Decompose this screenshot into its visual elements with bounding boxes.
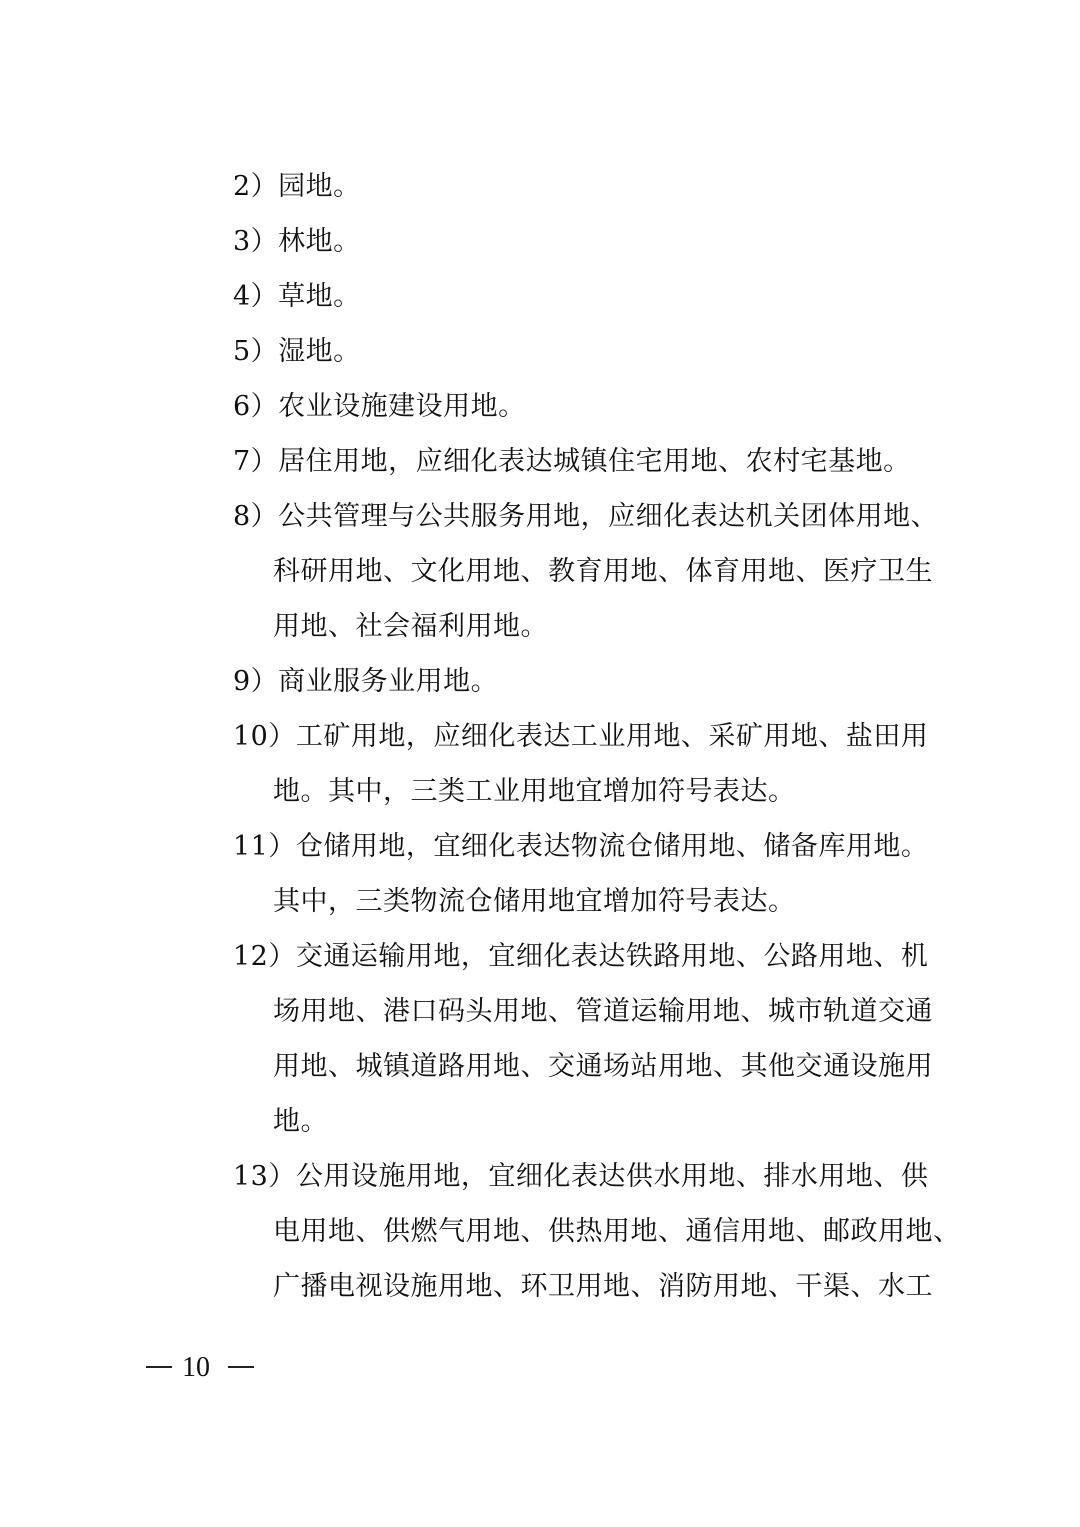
list-item-13-continuation: 电用地、供燃气用地、供热用地、通信用地、邮政用地、 [273,1216,961,1247]
list-item-13-continuation: 广播电视设施用地、环卫用地、消防用地、干渠、水工 [273,1271,933,1302]
list-item-8: 8）公共管理与公共服务用地，应细化表达机关团体用地、 [233,501,939,532]
list-item-12-continuation: 地。 [273,1106,328,1137]
list-item-10: 10）工矿用地，应细化表达工业用地、采矿用地、盐田用 [233,721,929,752]
footer-dash-right [228,1366,254,1368]
list-item-7: 7）居住用地，应细化表达城镇住宅用地、农村宅基地。 [233,446,911,477]
page-number: 10 [182,1352,210,1383]
list-item-6: 6）农业设施建设用地。 [233,391,526,422]
list-item-11-continuation: 其中，三类物流仓储用地宜增加符号表达。 [273,886,796,917]
list-item-3: 3）林地。 [233,226,361,257]
footer-dash-left [146,1366,172,1368]
list-item-9: 9）商业服务业用地。 [233,666,499,697]
list-item-10-continuation: 地。其中，三类工业用地宜增加符号表达。 [273,776,796,807]
list-item-13: 13）公用设施用地，宜细化表达供水用地、排水用地、供 [233,1161,929,1192]
list-item-5: 5）湿地。 [233,336,361,367]
list-item-8-continuation: 用地、社会福利用地。 [273,611,548,642]
list-item-2: 2）园地。 [233,171,361,202]
list-item-12: 12）交通运输用地，宜细化表达铁路用地、公路用地、机 [233,941,929,972]
list-item-12-continuation: 用地、城镇道路用地、交通场站用地、其他交通设施用 [273,1051,933,1082]
list-item-12-continuation: 场用地、港口码头用地、管道运输用地、城市轨道交通 [273,996,933,1027]
list-item-4: 4）草地。 [233,281,361,312]
list-item-8-continuation: 科研用地、文化用地、教育用地、体育用地、医疗卫生 [273,556,933,587]
page-footer [0,1340,1080,1396]
list-item-11: 11）仓储用地，宜细化表达物流仓储用地、储备库用地。 [233,831,929,862]
